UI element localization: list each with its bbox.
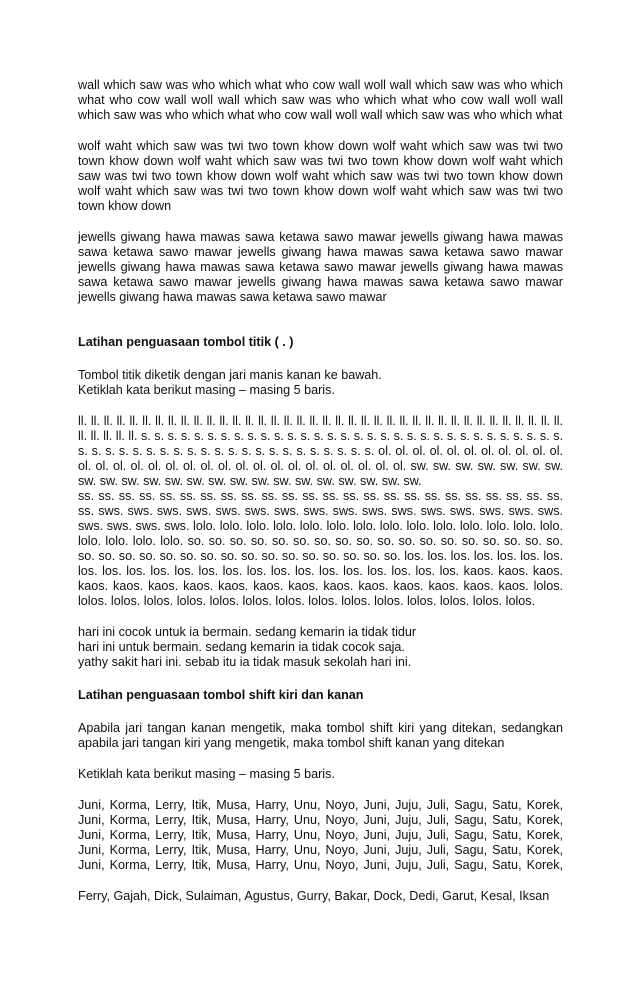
instruction-shift: Ketiklah kata berikut masing – masing 5 baris.	[78, 767, 335, 781]
name-line-5: Juni, Korma, Lerry, Itik, Musa, Harry, Unu, Noyo, Juni, Juju, Juli, Sagu, Satu, Korek,	[78, 858, 563, 872]
sentence-3: yathy sakit hari ini. sebab itu ia tidak masuk sekolah hari ini.	[78, 655, 412, 669]
sentence-2: hari ini untuk bermain. sedang kemarin ia tidak cocok saja.	[78, 640, 405, 654]
paragraph-wall-drill: wall which saw was who which what who cow wall woll wall which saw was who which what who cow wall woll wall which saw was who which what who cow wall woll wall which saw was who which what who cow wall woll wall which saw was who which what	[78, 78, 563, 122]
drill-titik-1: ll. ll. ll. ll. ll. ll. ll. ll. ll. ll. ll. ll. ll. ll. ll. ll. ll. ll. ll. ll. ll. ll. ll. ll. ll. ll. ll. ll. ll. ll. ll. ll. ll. ll. ll. ll. ll. ll. ll. ll. ll. ll. ll. s. s. s. s. s. s. s. s. s. s. s. s. s. s. s. s. s. s. s. s. s. s. s. s. s. s. s. s. s. s. s. s. s. s. s. s. s. s. s. s. s. s. s. s. s. s. s. s. s. s. s. s. s. s. ol. ol. ol. ol. ol. ol. ol. ol. ol. ol. ol. ol. ol. ol. ol. ol. ol. ol. ol. ol. ol. ol. ol. ol. ol. ol. ol. ol. ol. ol. sw. sw. sw. sw. sw. sw. sw. sw. sw. sw. sw. sw. sw. sw. sw. sw. sw. sw. sw. sw. sw. sw. sw.	[78, 414, 563, 488]
heading-shift: Latihan penguasaan tombol shift kiri dan kanan	[78, 688, 364, 702]
name-line-4: Juni, Korma, Lerry, Itik, Musa, Harry, Unu, Noyo, Juni, Juju, Juli, Sagu, Satu, Korek,	[78, 843, 563, 857]
drill-titik-2: ss. ss. ss. ss. ss. ss. ss. ss. ss. ss. ss. ss. ss. ss. ss. ss. ss. ss. ss. ss. ss. ss. ss. ss. ss. sws. sws. sws. sws. sws. sws. sws. sws. sws. sws. sws. sws. sws. sws. sws. sws. sws. sws. sws. sws. lolo. lolo. lolo. lolo. lolo. lolo. lolo. lolo. lolo. lolo. lolo. lolo. lolo. lolo. lolo. lolo. lolo. lolo. so. so. so. so. so. so. so. so. so. so. so. so. so. so. so. so. so. so. so. so. so. so. so. so. so. so. so. so. so. so. so. so. so. so. los. los. los. los. los. los. los. los. los. los. los. los. los. los. los. los. los. los. los. los. los. los. los. kaos. kaos. kaos. kaos. kaos. kaos. kaos. kaos. kaos. kaos. kaos. kaos. kaos. kaos. kaos. kaos. lolos. lolos. lolos. lolos. lolos. lolos. lolos. lolos. lolos. lolos. lolos. lolos. lolos. lolos. lolos.	[78, 489, 563, 608]
instruction-titik-2: Ketiklah kata berikut masing – masing 5 baris.	[78, 383, 335, 397]
final-words: Ferry, Gajah, Dick, Sulaiman, Agustus, Gurry, Bakar, Dock, Dedi, Garut, Kesal, Iksan	[78, 889, 550, 903]
name-line-1: Juni, Korma, Lerry, Itik, Musa, Harry, Unu, Noyo, Juni, Juju, Juli, Sagu, Satu, Korek,	[78, 798, 563, 812]
explanation-shift: Apabila jari tangan kanan mengetik, maka tombol shift kiri yang ditekan, sedangkan apabila jari tangan kiri yang mengetik, maka tombol shift kanan yang ditekan	[78, 721, 563, 750]
name-line-3: Juni, Korma, Lerry, Itik, Musa, Harry, Unu, Noyo, Juni, Juju, Juli, Sagu, Satu, Korek,	[78, 828, 563, 842]
paragraph-wolf-drill: wolf waht which saw was twi two town khow down wolf waht which saw was twi two town khow down wolf waht which saw was twi two town khow down wolf waht which saw was twi two town khow down wolf waht which saw was twi two town khow down wolf waht which saw was twi two town khow down wolf waht which saw was twi two town khow down	[78, 139, 563, 213]
document-page	[78, 78, 563, 904]
name-line-2: Juni, Korma, Lerry, Itik, Musa, Harry, Unu, Noyo, Juni, Juju, Juli, Sagu, Satu, Korek,	[78, 813, 563, 827]
paragraph-jewells-drill: jewells giwang hawa mawas sawa ketawa sawo mawar jewells giwang hawa mawas sawa ketawa sawo mawar jewells giwang hawa mawas sawa ketawa sawo mawar jewells giwang hawa mawas sawa ketawa sawo mawar jewells giwang hawa mawas sawa ketawa sawo mawar jewells giwang hawa mawas sawa ketawa sawo mawar jewells giwang hawa mawas sawa ketawa sawo mawar	[78, 230, 563, 304]
sentence-1: hari ini cocok untuk ia bermain. sedang kemarin ia tidak tidur	[78, 625, 417, 639]
heading-titik: Latihan penguasaan tombol titik ( . )	[78, 335, 294, 349]
instruction-titik-1: Tombol titik diketik dengan jari manis kanan ke bawah.	[78, 368, 382, 382]
